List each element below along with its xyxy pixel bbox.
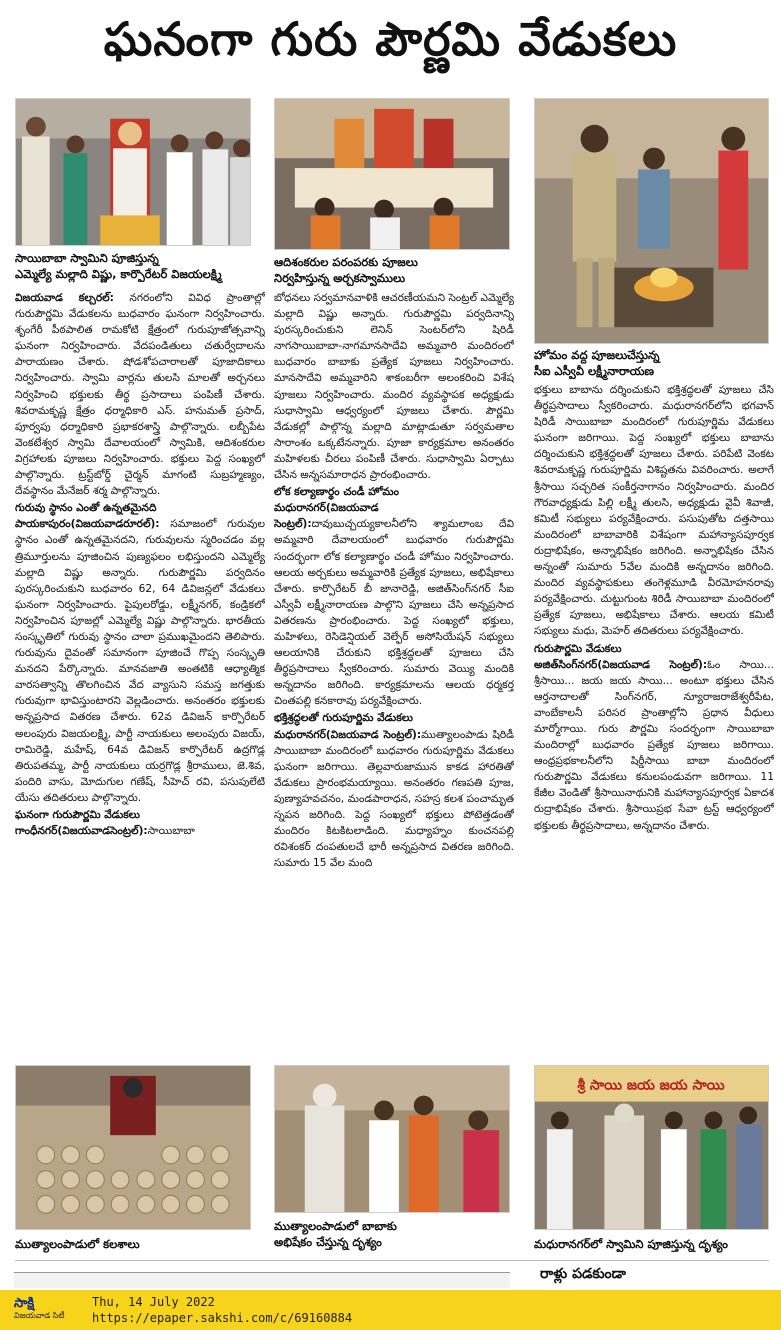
epaper-link[interactable]: https://epaper.sakshi.com/c/69160884 (92, 1311, 353, 1325)
photo-adishankara-puja (274, 98, 510, 250)
photo-madhuranagar-worship (534, 1065, 769, 1230)
next-article-teaser: రాళ్లు పడకుండా (540, 1266, 626, 1282)
dateline: మధురానగర్(విజయవాడ సెంట్రల్): (274, 728, 422, 741)
paragraph (15, 516, 265, 806)
dateline: అజిత్‌సింగ్‌నగర్(విజయవాడ సెంట్రల్): (534, 658, 708, 671)
subheading: భక్తిశ్రద్ధలతో గురుపూర్ణిమ వేడుకలు (274, 712, 413, 725)
dateline: మధురానగర్(విజయవాడ సెంట్రల్): (274, 502, 379, 531)
caption-line: నిర్వహిస్తున్న అర్చకస్వాములు (274, 271, 406, 285)
photo-saibaba-worship (15, 98, 251, 246)
epaper-footer (0, 1290, 781, 1330)
dateline: గాంధీనగర్(విజయవాడసెంట్రల్): (15, 825, 148, 838)
edition-date: Thu, 14 July 2022 (92, 1295, 215, 1309)
dateline: విజయవాడ కల్చరల్: (15, 292, 114, 304)
caption-line: ఆదిశంకరుల పరంపరకు పూజలు (274, 255, 418, 269)
caption-line: అభిషేకం చేస్తున్న దృశ్యం (274, 1235, 382, 1249)
subheading: గురుపౌర్ణమి వేడుకలు (534, 642, 622, 655)
photo-kalashalu-image (16, 1066, 250, 1229)
footer-meta (92, 1294, 352, 1326)
article-column-3 (534, 382, 774, 1057)
photo-baba-abhishekam (274, 1065, 510, 1213)
caption-line: ముత్యాలంపాడులో బాబాకు (274, 1219, 397, 1233)
paragraph-text: సమాజంలో గురువుల స్థానం ఎంతో ఉన్నతమైనదని, గురువులను స్మరించడం వల్ల త్రిమూర్తులను పూజించిన పుణ్యఫలం లభిస్తుందని ఎమ్మెల్యే మల్లాది విష్ణు అన్నారు. గురుపౌర్ణమి పర్వదినం పురస్కరించుకుని బుధవారం 62, 64 డివిజన్లలో వేడుకలు ఘనంగా నిర్వహించారు. పైపులరోడ్డు, లక్ష్మీనగర్, కండ్రికలో నిర్వహించిన పూజల్లో ఎమ్మెల్యే విష్ణు పాల్గొన్నారు. భారతీయ సంస్కృతిలో గురువు స్థానం చాలా ప్రముఖమైందని తెలిపారు. గురువును దైవంతో సమానంగా పూజించే గొప్ప సంస్కృతి మనదని పేర్కొన్నారు. మానవజాతి అంతటికి ఆధ్యాత్మిక వారసత్వాన్ని తొలగించిన వేద వ్యాసుని సమస్త జగత్తుకు గురువుగా భావిస్తుంటారని వెల్లడించారు. అనంతరం భక్తులకు అన్నప్రసాద వితరణ చేశారు. 62వ డివిజన్ కార్పొరేటర్ అలంపురు విజయలక్ష్మి, పార్టీ నాయకులు అలంపురు విజయ్, రామిరెడ్డి, మహేష్, 64వ డివిజన్ కార్పొరేటర్ ఉద్రగొడ్ల తిరుపతమ్మ, పార్టీ నాయకులు యర్రగొడ్ల శ్రీరాములు, జె.శివ, పందిరి వాసు, మోదుగుల గణేష్, సీహెచ్ రవి, పసుపులేటి యేసు తదితరులు పాల్గొన్నారు. (15, 518, 265, 804)
subheading: గురువు స్థానం ఎంతో ఉన్నతమైనది (15, 502, 157, 515)
paragraph-text: ఓం సాయి... శ్రీసాయి... జయ జయ సాయి... అంటూ భక్తులు చేసిన ఆర్తనాదాలతో సింగ్‌నగర్, న్యూరాజరాజేశ్వరీపేట, వాంబేకాలనీ పరిసర ప్రాంతాల్లోని ప్రధాన వీధులు మార్మోగాయి. గురు పౌర్ణమి సందర్భంగా సాయిబాబా మందిరాల్లో బుధవారం ప్రత్యేక పూజలు జరిగాయి. ఆంధ్రప్రభకాలనీలోని షిర్డీసాయి బాబా మందిరంలో గురుపౌర్ణమి వేడుకలు కనులపండువగా జరిగాయి. 11 కేజీల వెండితో శ్రీసాయినాథునికి మహాన్యాసపూర్వక ఏకాదశ రుద్రాభిషేకం చేశారు. శ్రీసాయిప్రభ సేవా ట్రస్ట్ ఆధ్వర్యంలో భక్తులకు తీర్థప్రసాదాలు, అన్నదానం చేశారు. (534, 658, 774, 832)
photo-kalashalu (15, 1065, 251, 1230)
headline: ఘనంగా గురు పౌర్ణమి వేడుకలు (103, 12, 678, 66)
photo-homam-image (535, 99, 768, 343)
subheading: లోక కల్యాణార్థం చండీ హోమం (274, 486, 399, 499)
logo-name: సాక్షి (14, 1296, 35, 1311)
paragraph: బోధనలు సర్వమానవాళికి ఆచరణీయమని సెంట్రల్ ఎమ్మెల్యే మల్లాది విష్ణు అన్నారు. గురుపౌర్ణమి పర్వదినాన్ని పురస్కరించుకుని లెనిన్ సెంటర్‌లోని షిరిడీ నాగసాయిబాబా-నాగమానసాదేవి అమ్మవారి మందిరంలో బుధవారం బాబాకు ప్రత్యేక పూజలు నిర్వహించారు. మానసాదేవి అమ్మవారిని శాకంబరీగా అలంకరించి విశేష పూజలు నిర్వహించారు. మందిర వ్యవస్థాపక అధ్యక్షుడు సుధాస్వామి ఆధ్వర్యంలో పూజలు చేశారు. పౌర్ణమి వేడుకల్లో పాల్గొన్న మల్లాది మాట్లాడుతూ సర్వమతాల సారాంశం ఒక్కటేనన్నారు. పూజా కార్యక్రమాల అనంతరం మహిళలకు చీరలు పంపిణీ చేశారు. సుధాస్వామి ఏర్పాటు చేసిన అన్నసమారాధన ప్రారంభించారు. (274, 292, 514, 482)
caption-madhuranagar-worship: మధురానగర్‌లో స్వామిని పూజిస్తున్న దృశ్యం (534, 1237, 728, 1251)
caption-adishankara-puja (274, 254, 524, 286)
dateline: పాయకాపురం(విజయవాడరూరల్): (15, 518, 160, 531)
subheading: ఘనంగా గురుపౌర్ణమి వేడుకలు (15, 809, 140, 821)
paragraph-text: దావుబుచ్చయ్యకాలనీలోని శ్యామలాంబ దేవి అమ్మవారి దేవాలయంలో బుధవారం గురుపౌర్ణమి సందర్భంగా లోక కల్యాణార్థం చండీ హోమం నిర్వహించారు. ఆలయ అర్చకులు అమ్మవారికి ప్రత్యేక పూజలు, అభిషేకాలు చేశారు. కార్పొరేటర్ బీ జానారెడ్డి, అజిత్‌సింగ్‌నగర్ సీఐ ఎస్వీవీ లక్ష్మీనారాయణ పాల్గొని పూజలు చేసి అన్నప్రసాద వితరణను ప్రారంభించారు. పెద్ద సంఖ్యలో భక్తులు, మహిళలు, రెసిడెన్షియల్ వెల్ఫేర్ అసోసియేషన్ సభ్యులు ఆలయానికి చేరుకుని భక్తిశ్రద్ధలతో పూజలు చేసి తీర్థప్రసాదాలు స్వీకరించారు. సుమారు వెయ్యి మందికి అన్నదానం జరిగింది. కార్యక్రమాలను ఆలయ ధర్మకర్త చింతపల్లి కనకారావు పర్యవేక్షించారు. (274, 518, 514, 708)
temple-banner: శ్రీ సాయి జయ జయ సాయి (577, 1077, 725, 1094)
article-column-1 (15, 290, 265, 1057)
paragraph (274, 500, 514, 709)
caption-kalashalu: ముత్యాలంపాడులో కలశాలు (15, 1237, 140, 1251)
paragraph (534, 657, 774, 834)
paragraph (274, 727, 514, 872)
photo-homam (534, 98, 769, 344)
paragraph-text: నగరంలోని వివిధ ప్రాంతాల్లో గురుపౌర్ణమి వేడుకలను బుధవారం ఘనంగా నిర్వహించారు. శృంగేరీ పీఠపాలిత రామకోటి క్షేత్రంలో గురుపూజోత్సవాన్ని ఘనంగా నిర్వహించారు. వేదపండితులు చతుర్వేదాలను పారాయణం చేశారు. షోడశోపచారాలతో పూజాదికాలు నిర్వహించారు. స్వామి వార్లను తులసి మాలతో అర్చనలు నిర్వహించి భక్తులకు తీర్థ ప్రసాదాలు పంపిణీ చేశారు. శివరామకృష్ణ క్షేత్రం ధర్మాధికారి ఎస్. హనుమత్ ప్రసాద్, పూర్వపు ధర్మాధికారి ప్రభాకరశాస్త్రి పాల్గొన్నారు. లబ్బీపేట వెంకటేశ్వర స్వామి దేవాలయంలో స్వామికి, ఆదిశంకరుల విగ్రహాలకు పూజలు నిర్వహించారు. భక్తులు పెద్ద సంఖ్యలో పాల్గొన్నారు. ట్రస్ట్‌బోర్డ్ చైర్మన్ మాగంటి సుబ్రహ్మణ్యం, దేవస్థానం మేనేజర్ శర్మ పాల్గొన్నారు. (15, 292, 265, 498)
caption-saibaba-worship (15, 250, 265, 282)
sakshi-logo (14, 1298, 84, 1322)
photo-madhuranagar-worship-image (535, 1066, 768, 1229)
paragraph: భక్తులు బాబాను దర్శించుకుని భక్తిశ్రద్ధలతో పూజలు చేసి తీర్థప్రసాదాలు స్వీకరించారు. మధురానగర్‌లోని భగవాన్ షిరిడీ సాయిబాబా మందిరంలో గురుపూర్ణిమ వేడుకలు ఘనంగా జరిగాయి. పెద్ద సంఖ్యలో భక్తులు బాబాను దర్శించుకుని భక్తిశ్రద్ధలతో పూజలు చేశారు. పరిపేటి వెంకట శివరామకృష్ణ గురుపూర్ణిమ విశిష్టతను వివరించారు. అలాగే శ్రీసాయి సచ్చరిత సంకీర్తనాగానం నిర్వహించారు. మందిర గౌరవాధ్యక్షుడు పిల్లి లక్ష్మీ తులసి, అధ్యక్షుడు వైవీ శివాజీ, కమిటీ సభ్యులు పర్యవేక్షించారు. పసుపుతోట దత్తసాయి మందిరంలో బాబావారికి విశేషంగా మహాన్యాసపూర్వక రుద్రాభిషేకం, అన్నాభిషేకం జరిగింది. అన్నాభిషేకం చేసిన అన్నంతో సుమారు 5వేల మందికి అన్నదానం జరిగింది. మందిర వ్యవస్థాపకులు తంగెళ్లమూడి వీరమోహనరావు పర్యవేక్షించారు. చుట్టుగుంట శిరిడీ సాయిబాబా మందిరంలో ప్రత్యేక పూజలు, అభిషేకాలు చేశారు. ఆలయ కమిటీ సభ్యులు మధు, మెహర్ తదితరులు పర్యవేక్షించారు. (534, 384, 774, 638)
caption-homam (534, 347, 774, 379)
paragraph (15, 290, 265, 499)
photo-adishankara-puja-image (275, 99, 509, 249)
caption-line: ఎమ్మెల్యే మల్లాది విష్ణు, కార్పొరేటర్ విజయలక్ష్మి (15, 267, 222, 281)
photo-baba-abhishekam-image (275, 1066, 509, 1212)
paragraph (15, 823, 265, 839)
section-divider (15, 1260, 769, 1261)
article-column-2 (274, 290, 514, 1057)
logo-edition: విజయవాడ సిటీ (14, 1311, 65, 1320)
photo-saibaba-worship-image (16, 99, 250, 245)
caption-baba-abhishekam (274, 1218, 524, 1250)
next-article-strip (14, 1272, 510, 1288)
caption-line: సాయిబాబా స్వామిని పూజిస్తున్న (15, 251, 159, 265)
paragraph-text: ముత్యాలంపాడు షిరిడీ సాయిబాబా మందిరంలో బుధవారం గురుపూర్ణిమ వేడుకలు ఘనంగా జరిగాయి. తెల్లవారుజామున కాకడ హారతితో వేడుకలు ప్రారంభమయ్యాయి. అనంతరం గణపతి పూజ, పుణ్యాహవచనం, మండపారాధన, సహస్ర కలశ పంచామృత స్నపన జరిగింది. పెద్ద సంఖ్యలో భక్తులు పోటెత్తడంతో మందిరం కిటకిటలాడింది. మధ్యాహ్నం కుంచనపల్లి రవిశంకర్ దంపతులచే భారీ అన్నప్రసాద వితరణ జరిగింది. సుమారు 15 వేల మంది (274, 728, 514, 870)
paragraph-text: సాయిబాబా (147, 825, 195, 838)
caption-line: హోమం వద్ద పూజలుచేస్తున్న (534, 348, 660, 362)
caption-line: సీఐ ఎస్వీవీ లక్ష్మీనారాయణ (534, 364, 655, 378)
